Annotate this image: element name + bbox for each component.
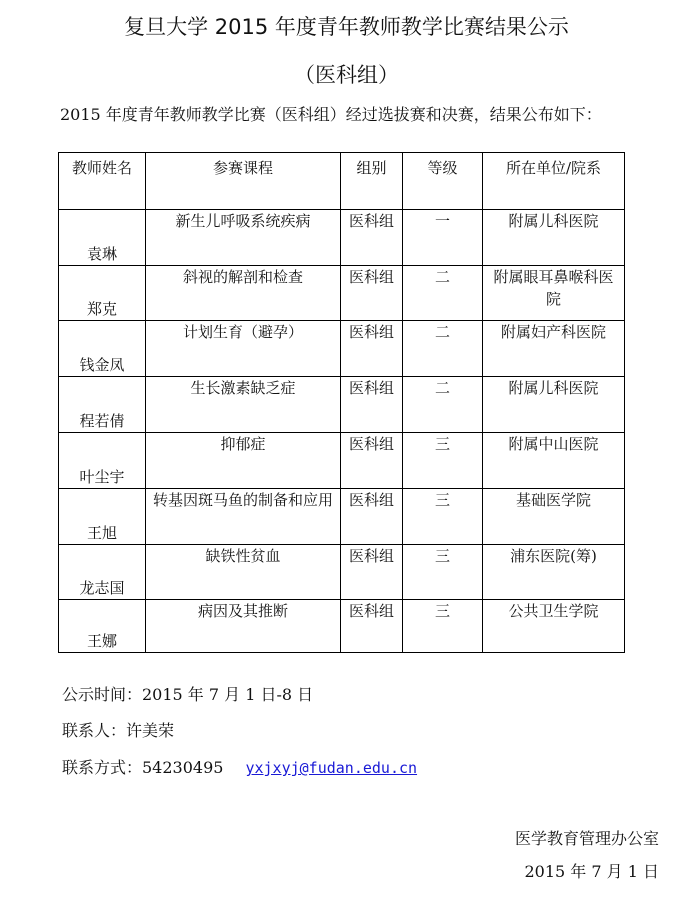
header-teacher-name: 教师姓名 (59, 153, 146, 210)
cell-level: 三 (403, 600, 483, 653)
cell-unit: 基础医学院 (483, 489, 625, 545)
issuing-office: 医学教育管理办公室 (514, 829, 659, 848)
results-table (58, 152, 625, 653)
cell-course: 斜视的解剖和检查 (146, 266, 341, 321)
header-level: 等级 (403, 153, 483, 210)
cell-course: 病因及其推断 (146, 600, 341, 653)
cell-name: 王娜 (59, 600, 146, 653)
cell-level: 三 (403, 489, 483, 545)
cell-unit: 附属眼耳鼻喉科医院 (483, 266, 625, 321)
cell-group: 医科组 (341, 600, 403, 653)
contact-person: 联系人：许美荣 (62, 721, 175, 740)
cell-group: 医科组 (341, 321, 403, 377)
table-row (59, 266, 625, 321)
cell-course: 缺铁性贫血 (146, 545, 341, 600)
header-unit: 所在单位/院系 (483, 153, 625, 210)
cell-course: 新生儿呼吸系统疾病 (146, 210, 341, 266)
cell-unit: 浦东医院(筹) (483, 545, 625, 600)
cell-name: 王旭 (59, 489, 146, 545)
cell-name: 程若倩 (59, 377, 146, 433)
publicity-period: 公示时间：2015 年 7 月 1 日-8 日 (62, 685, 314, 704)
cell-group: 医科组 (341, 266, 403, 321)
cell-course: 抑郁症 (146, 433, 341, 489)
cell-course: 生长激素缺乏症 (146, 377, 341, 433)
table-row (59, 321, 625, 377)
cell-unit: 附属儿科医院 (483, 377, 625, 433)
table-header-row (59, 153, 625, 210)
cell-course: 计划生育（避孕） (146, 321, 341, 377)
cell-unit: 附属儿科医院 (483, 210, 625, 266)
page-subtitle: （医科组） (294, 63, 399, 87)
cell-name: 郑克 (59, 266, 146, 321)
contact-method (62, 756, 417, 780)
intro-paragraph: 2015 年度青年教师教学比赛（医科组）经过选拔赛和决赛，结果公布如下： (60, 105, 602, 124)
table-row (59, 377, 625, 433)
cell-level: 一 (403, 210, 483, 266)
issue-date: 2015 年 7 月 1 日 (524, 862, 659, 881)
cell-group: 医科组 (341, 210, 403, 266)
cell-level: 二 (403, 266, 483, 321)
cell-group: 医科组 (341, 377, 403, 433)
cell-group: 医科组 (341, 489, 403, 545)
table-row (59, 600, 625, 653)
table-row (59, 433, 625, 489)
cell-course: 转基因斑马鱼的制备和应用 (146, 489, 341, 545)
cell-level: 三 (403, 545, 483, 600)
cell-unit: 附属中山医院 (483, 433, 625, 489)
cell-group: 医科组 (341, 545, 403, 600)
cell-group: 医科组 (341, 433, 403, 489)
cell-name: 钱金凤 (59, 321, 146, 377)
header-group: 组别 (341, 153, 403, 210)
cell-name: 龙志国 (59, 545, 146, 600)
table-row (59, 210, 625, 266)
cell-level: 二 (403, 377, 483, 433)
table-row (59, 489, 625, 545)
table-row (59, 545, 625, 600)
cell-unit: 公共卫生学院 (483, 600, 625, 653)
contact-phone: 联系方式：54230495 (62, 758, 224, 777)
cell-name: 袁琳 (59, 210, 146, 266)
cell-level: 二 (403, 321, 483, 377)
contact-email-link[interactable]: yxjxyj@fudan.edu.cn (245, 759, 418, 777)
header-course: 参赛课程 (146, 153, 341, 210)
cell-name: 叶尘宇 (59, 433, 146, 489)
page-title: 复旦大学 2015 年度青年教师教学比赛结果公示 (124, 15, 569, 39)
cell-unit: 附属妇产科医院 (483, 321, 625, 377)
cell-level: 三 (403, 433, 483, 489)
